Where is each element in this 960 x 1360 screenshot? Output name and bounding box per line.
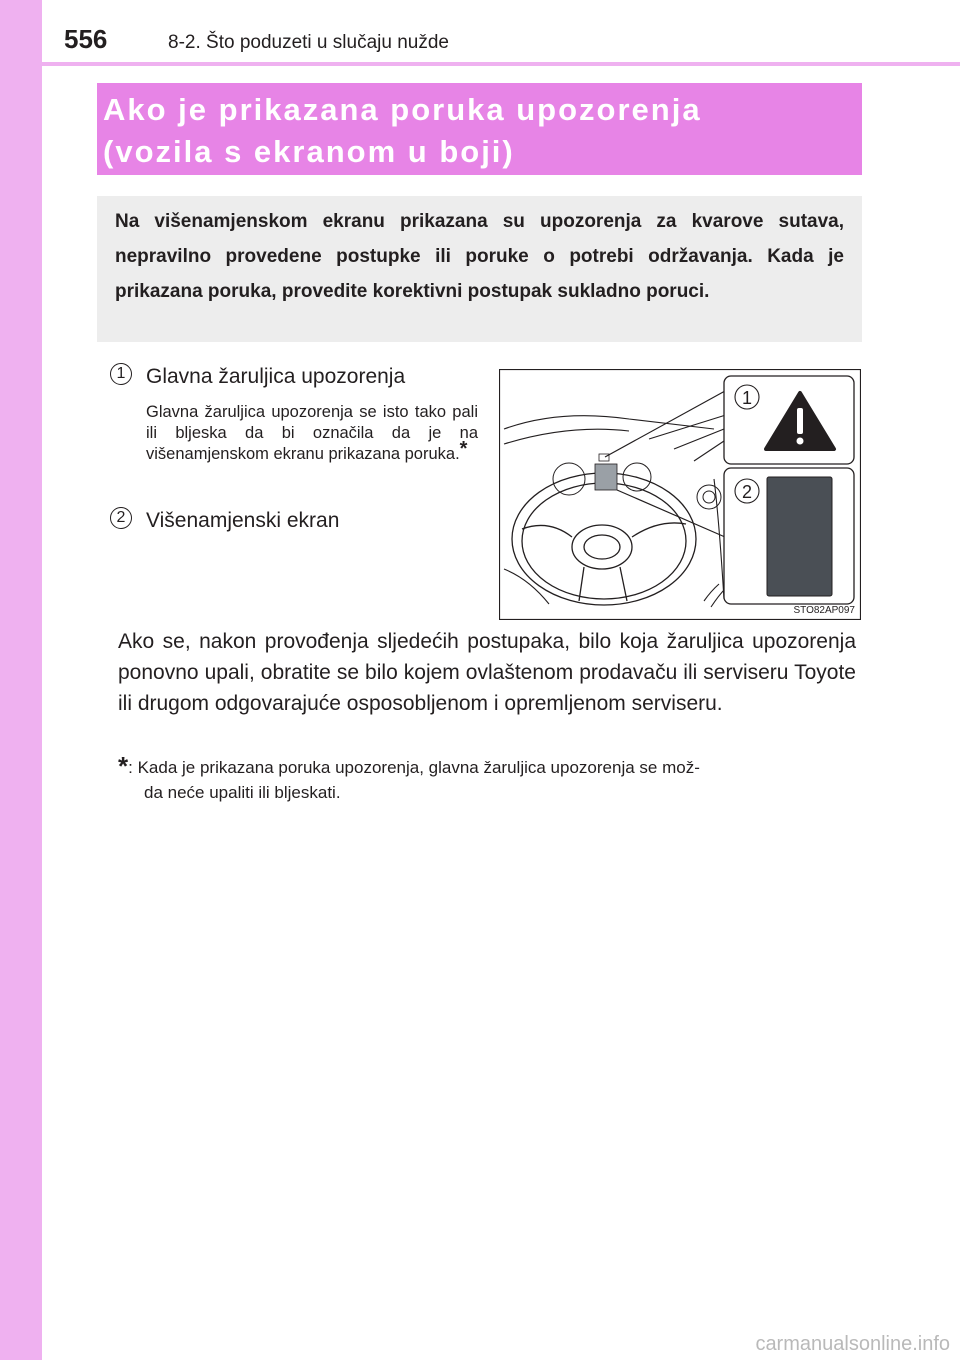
watermark: carmanualsonline.info	[755, 1333, 950, 1355]
asterisk-mark: *	[459, 437, 468, 460]
section-title-line1: Ako je prikazana poruka upozorenja	[103, 92, 702, 127]
item-1-label: Glavna žaruljica upozorenja	[146, 365, 406, 388]
header-rule	[42, 62, 960, 66]
item-1-description-text: Glavna žaruljica upozorenja se isto tako pali ili bljeska da bi označila da je na višenamjenskom ekranu prikazana poruka.	[146, 403, 478, 463]
item-2-number-badge: 2	[110, 507, 132, 529]
running-head: 8-2. Što poduzeti u slučaju nužde	[168, 32, 449, 53]
side-stripe	[0, 0, 42, 1360]
section-title	[97, 83, 862, 175]
item-1-description	[146, 402, 478, 465]
multi-information-display	[767, 477, 832, 596]
dashboard-illustration	[499, 369, 861, 620]
item-2-label: Višenamjenski ekran	[146, 509, 340, 532]
callout-2-number: 2	[741, 482, 753, 502]
intro-box	[97, 196, 862, 342]
footnote-mark: *	[118, 751, 129, 781]
figure-code: STO82AP097	[793, 605, 855, 616]
item-1-number-badge: 1	[110, 363, 132, 385]
callout-1-number: 1	[741, 388, 753, 408]
body-paragraph: Ako se, nakon provođenja sljedećih postupaka, bilo koja žaruljica upozorenja ponovno upali, obratite se bilo kojem ovlaštenom prodavaču ili serviseru Toyote ili drugom odgovarajuće osposobljenom i opremljenom serviseru.	[118, 630, 856, 715]
footnote	[118, 752, 858, 805]
section-title-line2: (vozila s ekranom u boji)	[103, 134, 515, 169]
page-number: 556	[64, 24, 108, 54]
intro-text: Na višenamjenskom ekranu prikazana su upozorenja za kvarove sutava, nepravilno provedene postupke ili poruke o potrebi održavanja. Kada je prikazana poruka, provedite korektivni postupak sukladno poruci.	[115, 211, 844, 302]
footnote-line-2: da neće upaliti ili bljeskati.	[144, 783, 341, 802]
center-display	[595, 464, 617, 490]
footnote-line-1: : Kada je prikazana poruka upozorenja, glavna žaruljica upozorenja se mož-	[128, 758, 700, 777]
